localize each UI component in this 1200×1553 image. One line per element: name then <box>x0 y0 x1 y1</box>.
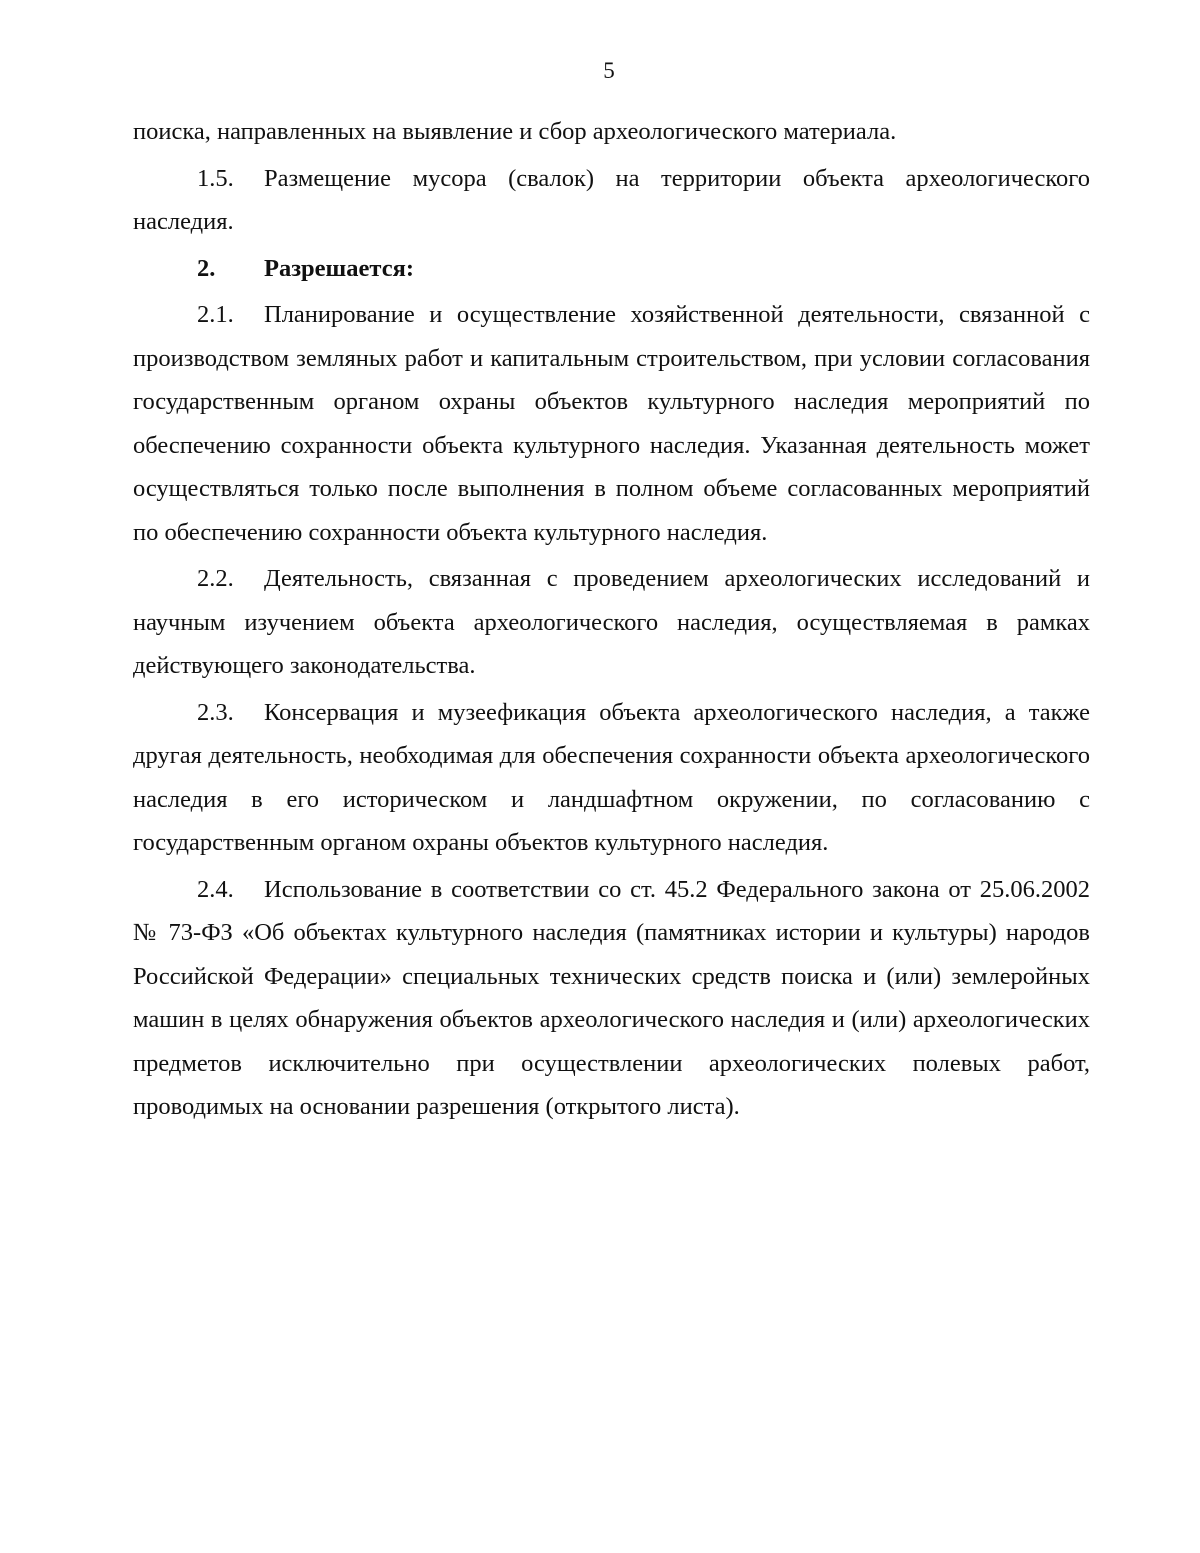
paragraph-2-4 <box>133 868 1090 1129</box>
paragraph-text: Консервация и музеефикация объекта археологического наследия, а также другая деятельность, необходимая для обеспечения сохранности объекта археологического наследия в его историческом и ландшафтном окружении, по согласованию с государственным органом охраны объектов культурного наследия. <box>133 698 1090 856</box>
paragraph-number: 2.4. <box>197 875 234 903</box>
paragraph-number: 2.2. <box>197 565 234 592</box>
section-number: 2. <box>197 254 216 282</box>
paragraph-2-2 <box>133 557 1090 688</box>
paragraph-number: 2.3. <box>197 698 234 726</box>
paragraph-text: поиска, направленных на выявление и сбор археологического материала. <box>133 118 897 145</box>
page-number: 5 <box>603 58 615 83</box>
paragraph-text: Размещение мусора (свалок) на территории объекта археологического наследия. <box>133 164 1090 235</box>
paragraph-number: 2.1. <box>197 301 234 328</box>
paragraph-2-1 <box>133 293 1090 554</box>
document-body <box>133 110 1090 1129</box>
section-title: Разрешается: <box>264 254 414 282</box>
paragraph-number: 1.5. <box>197 164 234 192</box>
section-heading-allowed <box>133 247 1090 291</box>
paragraph-1-5 <box>133 157 1090 244</box>
paragraph-continuation <box>133 110 1090 154</box>
paragraph-text: Деятельность, связанная с проведением археологических исследований и научным изучением объекта археологического наследия, осуществляемая в рамках действующего законодательства. <box>133 565 1090 679</box>
paragraph-text: Использование в соответствии со ст. 45.2 Федерального закона от 25.06.2002 № 73-ФЗ «Об объектах культурного наследия (памятниках истории и культуры) народов Российской Федерации» специальных технических средств поиска и (или) землеройных машин в целях обнаружения объектов археологического наследия и (или) археологических предметов исключительно при осуществлении археологических полевых работ, проводимых на основании разрешения (открытого листа). <box>133 875 1090 1120</box>
paragraph-2-3 <box>133 691 1090 865</box>
paragraph-text: Планирование и осуществление хозяйственной деятельности, связанной с производством земляных работ и капитальным строительством, при условии согласования государственным органом охраны объектов культурного наследия мероприятий по обеспечению сохранности объекта культурного наследия. Указанная деятельность может осуществляться только после выполнения в полном объеме согласованных мероприятий по обеспечению сохранности объекта культурного наследия. <box>133 301 1090 546</box>
